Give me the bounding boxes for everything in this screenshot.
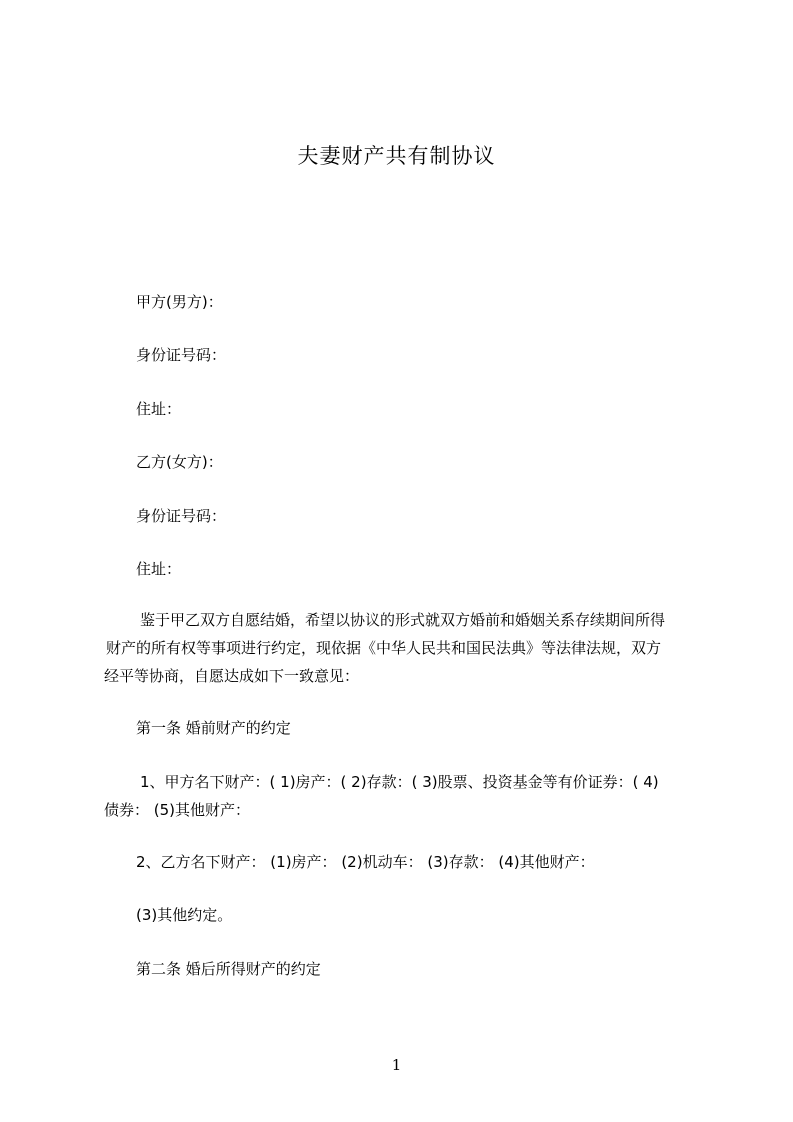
party-b-id-label: 身份证号码：	[136, 507, 227, 525]
preamble-paragraph	[104, 606, 708, 690]
item-2-line: 2、乙方名下财产： (1)房产： (2)机动车： (3)存款： (4)其他财产：	[136, 853, 595, 871]
party-a-id-label: 身份证号码：	[136, 346, 227, 364]
item-1-line: 债券： (5)其他财产：	[104, 801, 251, 819]
preamble-line: 经平等协商，自愿达成如下一致意见：	[104, 667, 360, 685]
item-3-line: (3)其他约定。	[136, 906, 233, 924]
preamble-line: 鉴于甲乙双方自愿结婚，希望以协议的形式就双方婚前和婚姻关系存续期间所得	[140, 611, 666, 629]
party-b-address-label: 住址：	[136, 560, 182, 578]
document-title: 夫妻财产共有制协议	[297, 144, 496, 168]
party-b-label: 乙方(女方)：	[136, 453, 223, 471]
page-number: 1	[391, 1056, 402, 1074]
article-1-heading: 第一条 婚前财产的约定	[136, 719, 291, 737]
preamble-line: 财产的所有权等事项进行约定，现依据《中华人民共和国民法典》等法律法规，双方	[106, 639, 662, 657]
party-a-address-label: 住址：	[136, 400, 182, 418]
party-a-label: 甲方(男方)：	[136, 293, 223, 311]
article-2-heading: 第二条 婚后所得财产的约定	[136, 960, 321, 978]
item-1-line: 1、甲方名下财产：( 1)房产：( 2)存款：( 3)股票、投资基金等有价证券：( 4)	[140, 773, 659, 791]
item-1-paragraph	[104, 768, 708, 824]
